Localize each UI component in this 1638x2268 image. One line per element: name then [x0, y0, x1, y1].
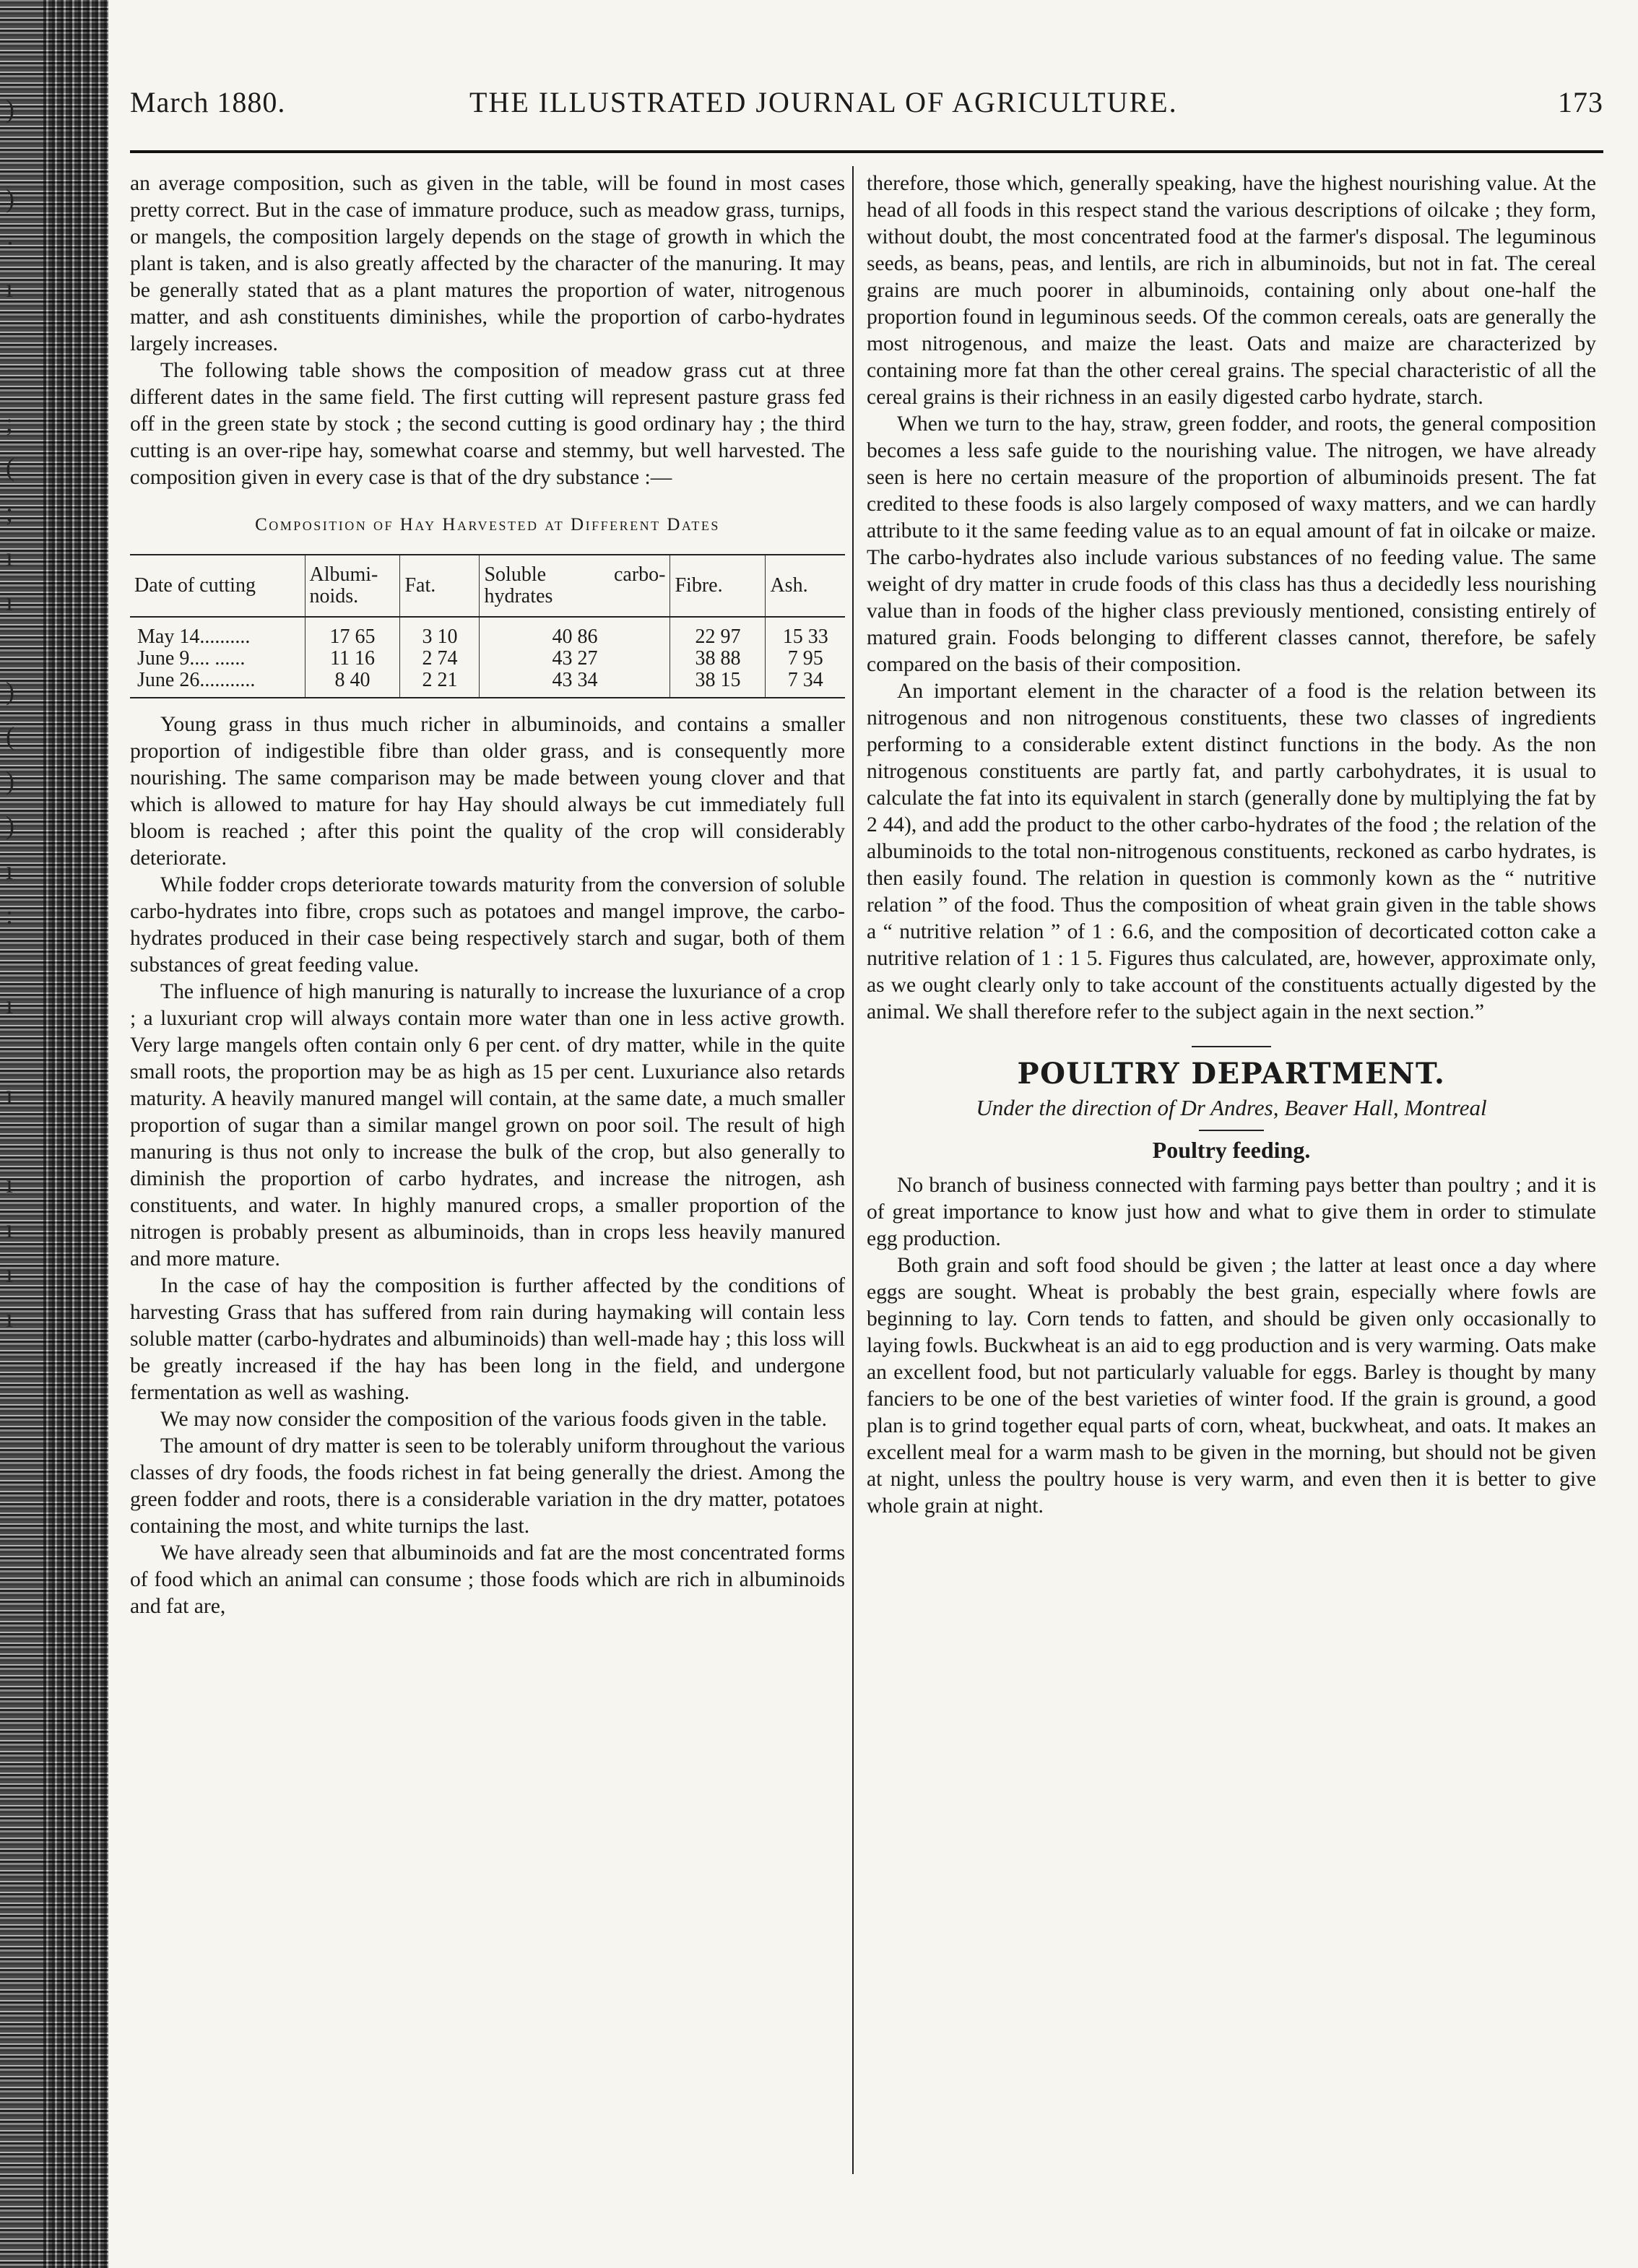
header-date: March 1880. [130, 86, 286, 118]
section-byline: Under the direction of Dr Andres, Beaver Hall, Montreal [976, 1095, 1487, 1120]
table-cell: 43 34 [480, 670, 670, 698]
table-row [130, 670, 845, 698]
subsection-heading: Poultry feeding. [1152, 1137, 1311, 1163]
column-header: Ash. [766, 555, 845, 617]
column-header: Fibre. [670, 555, 766, 617]
table-header-row [130, 555, 845, 617]
table-cell: 8 40 [305, 670, 400, 698]
table-cell: 2 74 [400, 648, 480, 670]
table-row [130, 648, 845, 670]
paragraph: No branch of business connected with farming pays better than poultry ; and it is of great importance to know just how and what to give them in order to stimulate egg production. [867, 1174, 1596, 1250]
subsection-rule [1199, 1130, 1264, 1131]
table-cell: 3 10 [400, 617, 480, 648]
column-header: Date of cutting [130, 555, 305, 617]
paragraph: We may now consider the composition of the various foods given in the table. [160, 1408, 828, 1431]
page-header [130, 85, 1603, 129]
right-column [867, 170, 1596, 1520]
table-cell: 43 27 [480, 648, 670, 670]
column-header: Fat. [400, 555, 480, 617]
journal-title: THE ILLUSTRATED JOURNAL OF AGRICULTURE. [469, 86, 1178, 118]
left-column [130, 170, 845, 1620]
column-header: Albumi-noids. [305, 555, 400, 617]
table-row [130, 617, 845, 648]
section-rule [1192, 1046, 1271, 1047]
margin-marks: ) ) · ı ; ( ; ı ı ) ( ) ) ı : ı ı ı ı ı ı [6, 95, 14, 1333]
table-cell: 38 15 [670, 670, 766, 698]
paragraph: When we turn to the hay, straw, green fodder, and roots, the general composition becomes a less safe guide to the nourishing value. The nitrogen, we have already seen is here no certain measure of the proportion of albuminoids present. The fat credited to these foods is also largely composed of waxy matters, and we can hardly attribute to it the same feeding value as to an equal amount of fat in oilcake or maize. The carbo-hydrates also include various substances of no feeding value. The same weight of dry matter in crude foods of this class has thus a decidedly less nourishing value than in foods of the higher class previously mentioned, consisting entirely of matured grain. Foods belonging to different classes cannot, therefore, be safely compared on the basis of their composition. [867, 412, 1596, 676]
paragraph: The following table shows the composition of meadow grass cut at three different dates in the same field. The first cutting will represent pasture grass fed off in the green state by stock ; the second cutting is good ordinary hay ; the third cutting is an over-ripe hay, somewhat coarse and stemmy, but well harvested. The composition given in every case is that of the dry substance :— [130, 359, 845, 489]
paragraph: In the case of hay the composition is further affected by the conditions of harvesting Grass that has suffered from rain during haymaking will contain less soluble matter (carbo-hydrates and albuminoids) than well-made hay ; this loss will be greatly increased if the hay has been long in the field, and undergone fermentation as well as washing. [130, 1274, 845, 1404]
paragraph: an average composition, such as given in the table, will be found in most cases pretty correct. But in the case of immature produce, such as meadow grass, turnips, or mangels, the composition largely depends on the stage of growth in which the plant is taken, and is also greatly affected by the character of the manuring. It may be generally stated that as a plant matures the proportion of water, nitrogenous matter, and ash constituents diminishes, while the proportion of carbo-hydrates largely increases. [130, 172, 845, 355]
table-cell: June 9.... ...... [130, 648, 305, 670]
paragraph: therefore, those which, generally speaking, have the highest nourishing value. At the head of all foods in this respect stand the various descriptions of oilcake ; they form, without doubt, the most concentrated food at the farmer's disposal. The leguminous seeds, as beans, peas, and lentils, are rich in albuminoids, but not in fat. The cereal grains are much poorer in albuminoids, containing only about one-half the proportion found in leguminous seeds. Of the common cereals, oats are generally the most nitrogenous, and maize the least. Oats and maize are characterized by containing more fat than the other cereal grains. The special characteristic of all the cereal grains is their richness in an easily digested carbo hydrate, starch. [867, 172, 1596, 409]
page-number: 173 [1558, 86, 1603, 118]
paragraph: While fodder crops deteriorate towards maturity from the conversion of soluble carbo-hydrates into fibre, crops such as potatoes and mangel improve, the carbo-hydrates produced in their case being respectively starch and sugar, both of them substances of great feeding value. [130, 873, 845, 977]
table-caption: Composition of Hay Harvested at Different Dates [255, 515, 720, 534]
column-divider [852, 166, 854, 2174]
table-cell: 11 16 [305, 648, 400, 670]
table-cell: 15 33 [782, 626, 828, 648]
paragraph: Both grain and soft food should be given ; the latter at least once a day where eggs are sought. Wheat is probably the best grain, especially where fowls are beginning to lay. Corn tends to fatten, and should be given only occasionally to laying fowls. Buckwheat is an aid to egg production and is very warming. Oats make an excellent food, but not particularly valuable for eggs. Barley is thought by many fanciers to be one of the best varieties of winter food. If the grain is ground, a good plan is to grind together equal parts of corn, wheat, buckwheat, and oats. It makes an excellent meal for a warm mash to be given in the morning, but should not be given at night, unless the poultry house is very warm, and even then it is better to give whole grain at night. [867, 1254, 1596, 1518]
table-cell: 7 95 [787, 647, 823, 670]
table-cell: 40 86 [480, 617, 670, 648]
column-header: Soluble carbo-hydrates [480, 555, 670, 617]
paragraph: The amount of dry matter is seen to be tolerably uniform throughout the various classes of dry foods, the foods richest in fat being generally the driest. Among the green fodder and roots, there is a considerable variation in the dry matter, potatoes containing the most, and white turnips the last. [130, 1434, 845, 1538]
table-cell: 7 34 [766, 670, 845, 698]
table-cell: 22 97 [670, 617, 766, 648]
table-cell: 38 88 [670, 648, 766, 670]
hay-composition-table [130, 554, 845, 698]
table-cell: May 14.......... [130, 617, 305, 648]
table-cell: 17 65 [305, 617, 400, 648]
section-title: POULTRY DEPARTMENT. [1017, 1057, 1446, 1091]
paragraph: An important element in the character of a food is the relation between its nitrogenous and non nitrogenous constituents, these two classes of ingredients performing to a considerable extent distinct functions in the body. As the non nitrogenous constituents are partly fat, and partly carbohydrates, it is usual to calculate the fat into its equivalent in starch (generally done by multiplying the fat by 2 44), and add the product to the other carbo-hydrates of the food ; the relation of the albuminoids to the total non-nitrogenous constituents, reckoned as carbo hydrates, is then easily found. The relation in question is commonly kown as the “ nutritive relation ” of the food. Thus the composition of wheat grain given in the table shows a “ nutritive relation ” of 1 : 6.6, and the composition of decorticated cotton cake a nutritive relation of 1 : 1 5. Figures thus calculated, are, however, approximate only, as we ought clearly only to take account of the constituents actually digested by the animal. We shall therefore refer to the subject again in the next section.” [867, 680, 1596, 1023]
paragraph: We have already seen that albuminoids and fat are the most concentrated forms of food which an animal can consume ; those foods which are rich in albuminoids and fat are, [130, 1541, 845, 1618]
paragraph: The influence of high manuring is naturally to increase the luxuriance of a crop ; a luxuriant crop will always contain more water than one in less active growth. Very large mangels often contain only 6 per cent. of dry matter, while in the quite small roots, the proportion may be as high as 15 per cent. Luxuriance also retards maturity. A heavily manured mangel will contain, at the same date, a much smaller proportion of sugar than a similar mangel grown on poor soil. The result of high manuring is thus not only to increase the bulk of the crop, but also generally to diminish the proportion of carbo hydrates, and increase the nitrogen, ash constituents, and water. In highly manured crops, a smaller proportion of the nitrogen is probably present as albuminoids, than in crops less heavily manured and more mature. [130, 980, 845, 1271]
table-cell: 2 21 [400, 670, 480, 698]
paragraph: Young grass in thus much richer in albuminoids, and contains a smaller proportion of indigestible fibre than older grass, and is consequently more nourishing. The same comparison may be made between young clover and that which is allowed to mature for hay Hay should always be cut immediately full bloom is reached ; after this point the quality of the crop will considerably deteriorate. [130, 713, 845, 870]
table-cell: June 26........... [130, 670, 305, 698]
header-rule [130, 150, 1603, 153]
